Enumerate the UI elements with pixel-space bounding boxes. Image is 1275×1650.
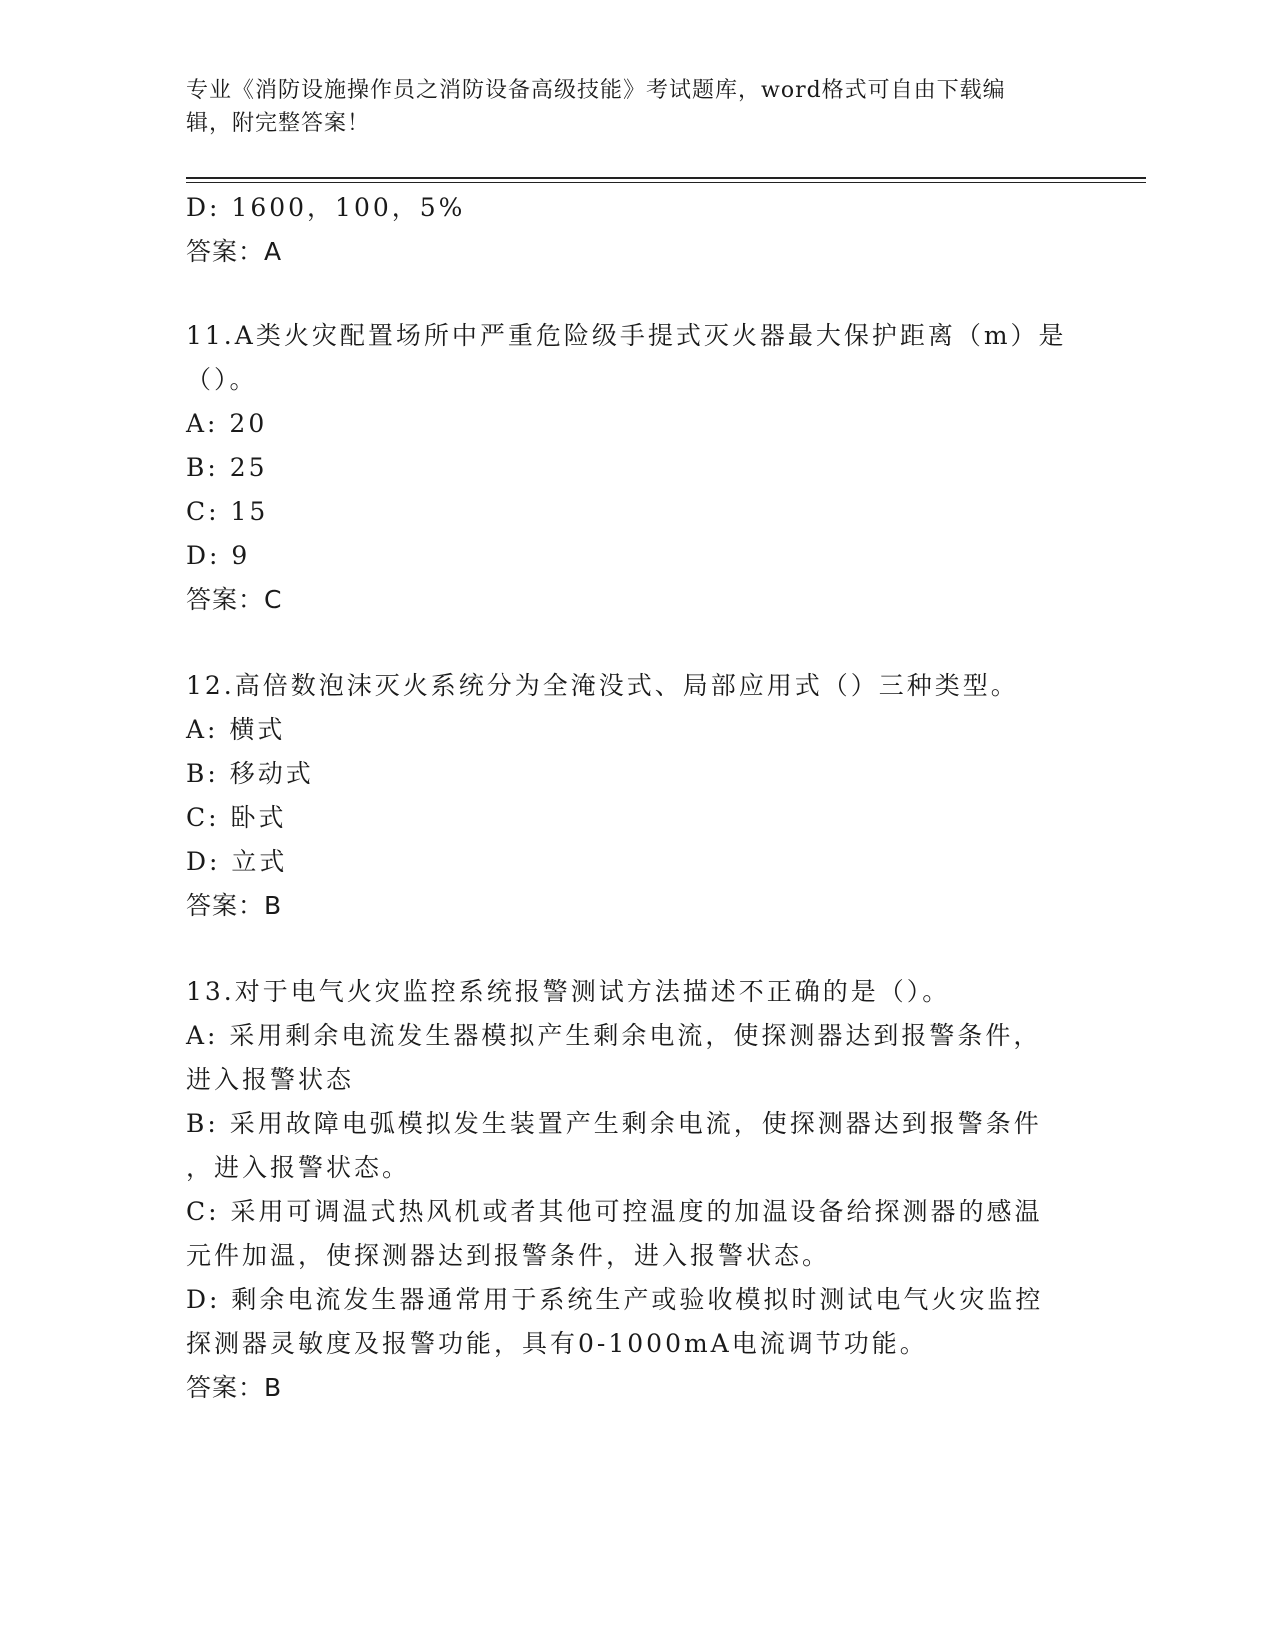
q12-option-d: D: 立式 [186, 847, 288, 876]
q12-option-a: A: 横式 [186, 715, 286, 744]
q13-option-d-line-2: 探测器灵敏度及报警功能，具有0-1000mA电流调节功能。 [186, 1329, 928, 1358]
q13-option-b-line-2: ，进入报警状态。 [186, 1153, 411, 1182]
q13-option-c-line-2: 元件加温，使探测器达到报警条件，进入报警状态。 [186, 1241, 831, 1270]
q12-option-c: C: 卧式 [186, 803, 287, 832]
prev-answer: 答案：A [186, 237, 283, 266]
q13-option-d-line-1: D: 剩余电流发生器通常用于系统生产或验收模拟时测试电气火灾监控 [186, 1285, 1044, 1314]
q12-option-b: B: 移动式 [186, 759, 314, 788]
q11-option-b: B: 25 [186, 453, 268, 482]
q13-option-a-line-2: 进入报警状态 [186, 1065, 355, 1094]
q13-option-c-line-1: C: 采用可调温式热风机或者其他可控温度的加温设备给探测器的感温 [186, 1197, 1043, 1226]
q11-answer: 答案：C [186, 585, 283, 614]
q11-stem-line-2: （）。 [186, 365, 258, 394]
header-rule-thin [186, 182, 1146, 183]
q12-answer: 答案：B [186, 891, 283, 920]
page-header [186, 74, 1066, 140]
header-rule-thick [186, 177, 1146, 179]
prev-option-d: D: 1600，100，5% [186, 193, 466, 222]
q13-option-a-line-1: A: 采用剩余电流发生器模拟产生剩余电流，使探测器达到报警条件， [186, 1021, 1042, 1050]
q13-answer: 答案：B [186, 1373, 283, 1402]
q13-option-b-line-1: B: 采用故障电弧模拟发生装置产生剩余电流，使探测器达到报警条件 [186, 1109, 1042, 1138]
q11-option-c: C: 15 [186, 497, 269, 526]
header-line-1: 专业《消防设施操作员之消防设备高级技能》考试题库，word格式可自由下载编 [186, 78, 1006, 103]
q11-option-d: D: 9 [186, 541, 251, 570]
q11-stem-line-1: 11.A类火灾配置场所中严重危险级手提式灭火器最大保护距离（m）是 [186, 321, 1067, 350]
q11-option-a: A: 20 [186, 409, 268, 438]
q12-stem: 12.高倍数泡沫灭火系统分为全淹没式、局部应用式（）三种类型。 [186, 671, 1019, 700]
q13-stem: 13.对于电气火灾监控系统报警测试方法描述不正确的是（）。 [186, 977, 951, 1006]
header-line-2: 辑，附完整答案！ [186, 111, 371, 136]
